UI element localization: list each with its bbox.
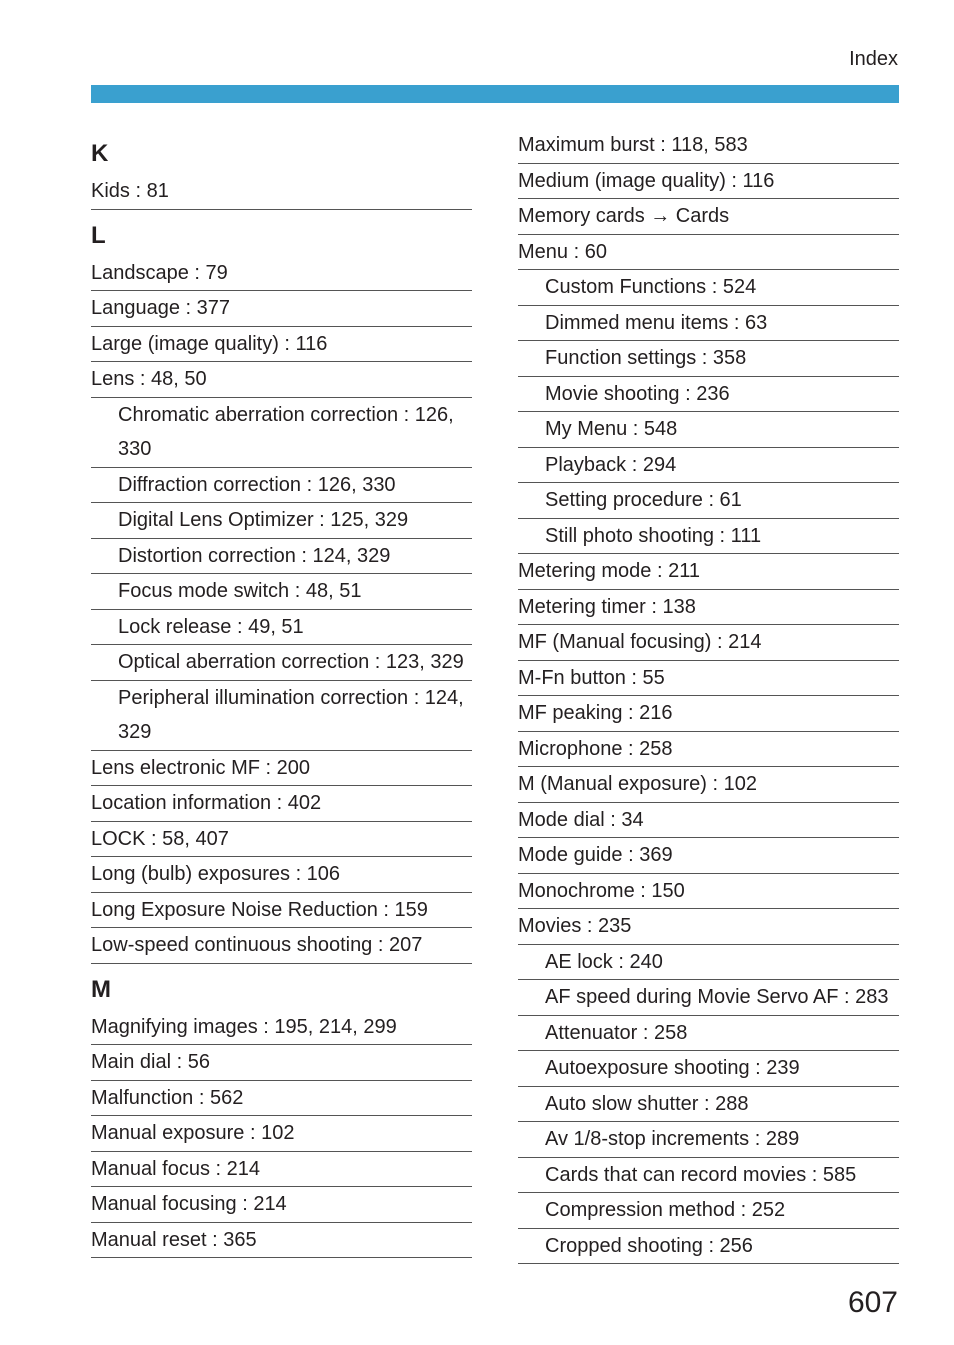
index-entry bbox=[518, 732, 899, 768]
index-entry bbox=[518, 128, 899, 164]
page-header-title: Index bbox=[849, 48, 898, 70]
index-entry-text: Magnifying images : 195, 214, 299 bbox=[91, 1015, 397, 1038]
index-entry bbox=[91, 1081, 472, 1117]
index-entry-text: Language : 377 bbox=[91, 297, 231, 319]
index-entry-text: Attenuator : 258 bbox=[545, 1021, 688, 1044]
index-entry bbox=[91, 893, 472, 929]
index-entry bbox=[91, 822, 472, 858]
index-column-left bbox=[91, 128, 472, 1258]
index-entry-text: Manual exposure : 102 bbox=[91, 1122, 295, 1144]
index-entry-text: Main dial : 56 bbox=[91, 1051, 210, 1073]
index-section-letter: L bbox=[91, 221, 106, 249]
index-entry-text: Mode dial : 34 bbox=[518, 808, 644, 831]
index-entry bbox=[91, 256, 472, 292]
index-entry bbox=[91, 928, 472, 964]
index-entry bbox=[518, 874, 899, 910]
index-entry-text: Chromatic aberration correction : 126, 330 bbox=[118, 403, 454, 460]
index-entry-text: M (Manual exposure) : 102 bbox=[518, 773, 758, 795]
index-entry-text: Av 1/8-stop increments : 289 bbox=[545, 1128, 800, 1150]
index-subentry bbox=[518, 448, 899, 484]
index-entry-text: Long Exposure Noise Reduction : 159 bbox=[91, 898, 428, 921]
index-entry bbox=[518, 235, 899, 271]
index-entry-text: Cropped shooting : 256 bbox=[545, 1234, 753, 1257]
index-entry-text: M-Fn button : 55 bbox=[518, 666, 665, 689]
index-entry-text: Large (image quality) : 116 bbox=[91, 332, 328, 355]
index-entry-text: Manual reset : 365 bbox=[91, 1228, 257, 1251]
index-subentry bbox=[91, 574, 472, 610]
index-entry-text: Function settings : 358 bbox=[545, 347, 747, 369]
index-subentry bbox=[518, 412, 899, 448]
index-entry-text: Landscape : 79 bbox=[91, 261, 228, 284]
index-entry bbox=[518, 803, 899, 839]
index-entry-text: Malfunction : 562 bbox=[91, 1086, 244, 1109]
index-subentry bbox=[518, 1229, 899, 1265]
index-subentry bbox=[518, 1051, 899, 1087]
index-entry bbox=[518, 696, 899, 732]
index-entry-text: Metering mode : 211 bbox=[518, 560, 700, 582]
index-entry bbox=[91, 1187, 472, 1223]
index-entry bbox=[518, 838, 899, 874]
index-entry-text: Distortion correction : 124, 329 bbox=[118, 544, 391, 567]
index-entry-text: Manual focusing : 214 bbox=[91, 1193, 287, 1215]
index-entry bbox=[91, 327, 472, 363]
index-entry-text: Low-speed continuous shooting : 207 bbox=[91, 934, 423, 956]
index-entry bbox=[91, 786, 472, 822]
index-subentry bbox=[518, 1016, 899, 1052]
index-entry-text: LOCK : 58, 407 bbox=[91, 827, 229, 850]
index-entry-text: Digital Lens Optimizer : 125, 329 bbox=[118, 509, 409, 531]
index-entry bbox=[91, 362, 472, 398]
index-entry-text: Cards that can record movies : 585 bbox=[545, 1163, 857, 1186]
index-entry-text: AE lock : 240 bbox=[545, 950, 663, 973]
index-entry bbox=[518, 909, 899, 945]
index-entry-text: Long (bulb) exposures : 106 bbox=[91, 863, 341, 885]
index-subentry bbox=[91, 468, 472, 504]
index-subentry bbox=[91, 681, 472, 751]
index-subentry bbox=[518, 377, 899, 413]
index-entry bbox=[91, 174, 472, 210]
index-entry bbox=[518, 164, 899, 200]
index-entry-text: Lock release : 49, 51 bbox=[118, 615, 304, 638]
index-entry-text: Still photo shooting : 111 bbox=[545, 524, 762, 547]
index-entry-text: Diffraction correction : 126, 330 bbox=[118, 473, 396, 496]
index-subentry bbox=[518, 1122, 899, 1158]
index-entry-text: MF (Manual focusing) : 214 bbox=[518, 631, 762, 653]
index-entry bbox=[518, 661, 899, 697]
index-entry bbox=[518, 199, 899, 235]
index-entry-text: Custom Functions : 524 bbox=[545, 276, 757, 298]
index-entry-text: Maximum burst : 118, 583 bbox=[518, 134, 748, 156]
index-entry-text: Autoexposure shooting : 239 bbox=[545, 1057, 800, 1079]
index-entry-text: Auto slow shutter : 288 bbox=[545, 1092, 749, 1115]
index-subentry bbox=[91, 539, 472, 575]
index-entry bbox=[91, 1152, 472, 1188]
index-subentry bbox=[91, 503, 472, 539]
index-subentry bbox=[518, 270, 899, 306]
index-entry-text: Dimmed menu items : 63 bbox=[545, 311, 768, 334]
index-entry bbox=[518, 554, 899, 590]
index-entry-text: AF speed during Movie Servo AF : 283 bbox=[545, 986, 889, 1008]
index-subentry bbox=[91, 610, 472, 646]
index-entry-text: Microphone : 258 bbox=[518, 737, 673, 760]
index-entry-text: Setting procedure : 61 bbox=[545, 489, 742, 511]
index-entry-text: Optical aberration correction : 123, 329 bbox=[118, 651, 464, 673]
index-entry bbox=[91, 1045, 472, 1081]
index-entry-text: Memory cards → Cards bbox=[518, 205, 730, 227]
index-entry-text: Manual focus : 214 bbox=[91, 1157, 260, 1180]
index-entry-text: My Menu : 548 bbox=[545, 418, 678, 440]
index-entry-text: Playback : 294 bbox=[545, 453, 677, 476]
index-entry-text: Monochrome : 150 bbox=[518, 879, 685, 902]
index-subentry bbox=[518, 945, 899, 981]
index-subentry bbox=[518, 1193, 899, 1229]
header-accent-bar bbox=[91, 85, 899, 103]
index-entry-text: Mode guide : 369 bbox=[518, 844, 673, 866]
index-subentry bbox=[518, 306, 899, 342]
index-entry bbox=[91, 291, 472, 327]
index-entry-text: Location information : 402 bbox=[91, 792, 322, 814]
index-subentry bbox=[518, 1087, 899, 1123]
index-entry bbox=[91, 751, 472, 787]
index-entry-text: Lens : 48, 50 bbox=[91, 368, 207, 390]
index-subentry bbox=[91, 645, 472, 681]
index-section-letter: M bbox=[91, 975, 111, 1003]
index-entry bbox=[91, 857, 472, 893]
index-entry bbox=[91, 1010, 472, 1046]
index-column-right bbox=[518, 128, 899, 1264]
index-entry-text: MF peaking : 216 bbox=[518, 702, 673, 724]
index-entry-text: Compression method : 252 bbox=[545, 1199, 786, 1221]
index-entry-text: Metering timer : 138 bbox=[518, 595, 696, 618]
index-entry-text: Movie shooting : 236 bbox=[545, 382, 730, 405]
index-subentry bbox=[518, 341, 899, 377]
index-entry bbox=[518, 590, 899, 626]
index-entry-text: Peripheral illumination correction : 124, 329 bbox=[118, 686, 464, 743]
index-section-letter: K bbox=[91, 140, 109, 167]
index-subentry bbox=[91, 398, 472, 468]
index-entry-text: Focus mode switch : 48, 51 bbox=[118, 580, 362, 602]
index-subentry bbox=[518, 519, 899, 555]
index-subentry bbox=[518, 483, 899, 519]
index-entry bbox=[518, 767, 899, 803]
index-subentry bbox=[518, 1158, 899, 1194]
page-number: 607 bbox=[847, 1286, 898, 1319]
index-entry-text: Movies : 235 bbox=[518, 915, 632, 937]
index-subentry bbox=[518, 980, 899, 1016]
index-entry bbox=[91, 1116, 472, 1152]
index-entry-text: Kids : 81 bbox=[91, 180, 169, 202]
index-entry bbox=[91, 1223, 472, 1259]
index-entry-text: Medium (image quality) : 116 bbox=[518, 169, 775, 192]
index-entry bbox=[518, 625, 899, 661]
index-entry-text: Menu : 60 bbox=[518, 240, 607, 263]
index-entry-text: Lens electronic MF : 200 bbox=[91, 756, 310, 779]
